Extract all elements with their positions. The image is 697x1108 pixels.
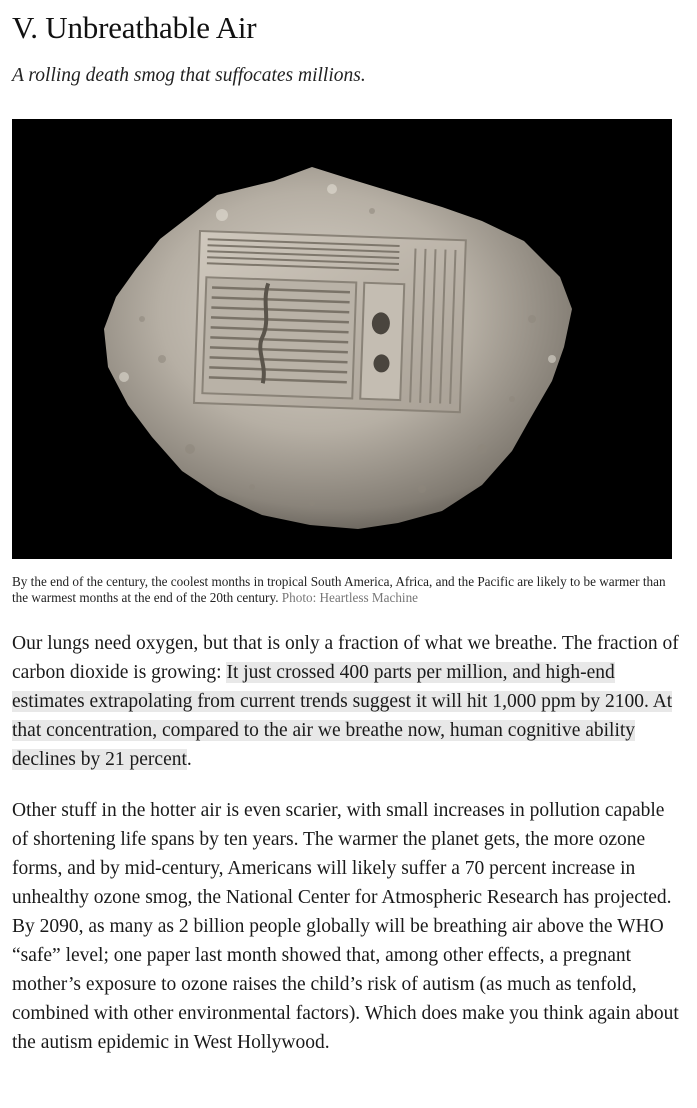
paragraph-1-end: . <box>186 749 192 770</box>
section-dek: A rolling death smog that suffocates millions. <box>12 65 366 86</box>
photo-caption <box>12 574 680 606</box>
paragraph-1-text: Our lungs need oxygen, but that is only a fraction of what we breathe. The fraction of carbon dioxide is growing: <box>12 633 679 683</box>
body-paragraph-2: Other stuff in the hotter air is even scarier, with small increases in pollution capable of shortening life spans by ten years. The warmer the planet gets, the more ozone forms, and by mid-century, Americans will likely suffer a 70 percent increase in unhealthy ozone smog, the National Center for Atmospheric Research has projected. By 2090, as many as 2 billion people globally will be breathing air above the WHO “safe” level; one paper last month showed that, among other effects, a pregnant mother’s exposure to ozone raises the child’s risk of autism (as much as tenfold, combined with other environmental factors). Which does make you think again about the autism epidemic in West Hollywood. <box>12 800 679 1053</box>
caption-text: By the end of the century, the coolest months in tropical South America, Africa, and the Pacific are likely to be warmer than the warmest months at the end of the 20th century. <box>12 574 666 605</box>
section-title: V. Unbreathable Air <box>12 10 257 45</box>
highlighted-passage: It just crossed 400 parts per million, and high-end estimates extrapolating from current trends suggest it will hit 1,000 ppm by 2100. At that concentration, compared to the air we breathe now, human cognitive ability declines by 21 percent <box>12 662 673 770</box>
fossil-ac-unit-photo <box>12 119 672 559</box>
photo-credit: Photo: Heartless Machine <box>281 590 419 605</box>
body-paragraph-1 <box>12 629 684 774</box>
